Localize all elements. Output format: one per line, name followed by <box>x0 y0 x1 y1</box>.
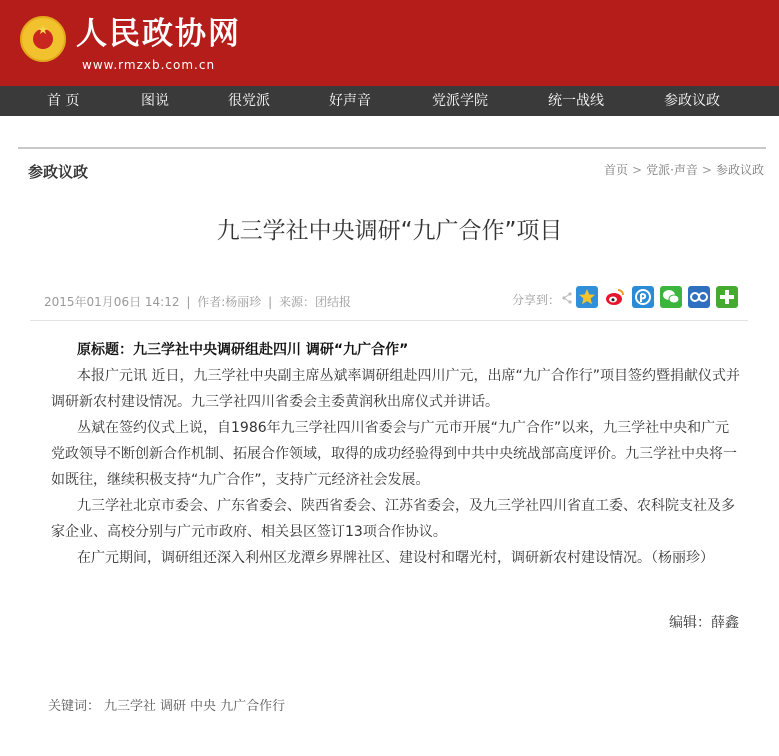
breadcrumb <box>604 161 764 178</box>
column-title: 参政议政 <box>28 163 89 181</box>
article-lead: 原标题：九三学社中央调研组赴四川 调研“九广合作” <box>77 342 409 358</box>
nav-item-voices[interactable]: 好声音 <box>329 93 371 109</box>
breadcrumb-separator: > <box>632 163 643 177</box>
renren-share-icon[interactable] <box>688 286 710 308</box>
article-source: 来源：团结报 <box>278 295 351 309</box>
share-label: 分享到： <box>512 293 561 307</box>
keyword-link[interactable]: 九广合作行 <box>220 699 286 714</box>
meta-separator: | <box>186 295 191 309</box>
article-editor: 编辑：薛鑫 <box>669 615 739 631</box>
article-title: 九三学社中央调研“九广合作”项目 <box>216 218 563 244</box>
keywords-label: 关键词： <box>48 699 101 714</box>
qzone-share-icon[interactable] <box>576 286 598 308</box>
nav-item-united-front[interactable]: 统一战线 <box>548 93 604 109</box>
breadcrumb-party-voices[interactable]: 党派·声音 <box>646 163 698 177</box>
article-meta <box>44 293 351 310</box>
article-paragraph: 丛斌在签约仪式上说，自1986年九三学社四川省委会与广元市开展“九广合作”以来，九三学社中央和广元党政领导不断创新合作机制、拓展合作领域，取得的成功经验得到中共中央统战部高度评价。九三学社中央将一如既往，继续积极支持“九广合作”，支持广元经济社会发展。 <box>51 420 737 488</box>
keyword-link[interactable]: 九三学社 <box>104 699 157 714</box>
column-header <box>18 147 766 192</box>
nav-item-party-academy[interactable]: 党派学院 <box>432 93 488 109</box>
article-body <box>51 337 741 571</box>
wechat-share-icon[interactable] <box>660 286 682 308</box>
main-nav <box>0 86 779 116</box>
nav-item-home[interactable]: 首 页 <box>47 93 80 109</box>
breadcrumb-separator: > <box>701 163 712 177</box>
tencent-weibo-share-icon[interactable] <box>632 286 654 308</box>
article-paragraph: 本报广元讯 近日，九三学社中央副主席丛斌率调研组赴四川广元，出席“九广合作行”项目签约暨捐献仪式并调研新农村建设情况。九三学社四川省委会主委黄润秋出席仪式并讲话。 <box>51 368 740 410</box>
article-paragraph: 九三学社北京市委会、广东省委会、陕西省委会、江苏省委会，及九三学社四川省直工委、农科院支社及多家企业、高校分别与广元市政府、相关县区签订13项合作协议。 <box>51 498 735 540</box>
breadcrumb-home[interactable]: 首页 <box>604 163 629 177</box>
site-url: www.rmzxb.com.cn <box>82 58 216 72</box>
article-keywords <box>48 695 289 714</box>
keyword-link[interactable]: 调研 <box>160 699 187 714</box>
emblem-star-icon: ★ <box>37 23 49 38</box>
article-paragraph: 在广元期间，调研组还深入利州区龙潭乡界牌社区、建设村和曙光村，调研新农村建设情况。（杨丽珍） <box>77 550 714 566</box>
keyword-link[interactable]: 中央 <box>190 699 217 714</box>
breadcrumb-current[interactable]: 参政议政 <box>715 163 764 177</box>
nav-item-participation[interactable]: 参政议政 <box>664 93 720 109</box>
share-icon <box>562 292 572 304</box>
meta-divider <box>30 320 748 321</box>
more-share-icon[interactable] <box>716 286 738 308</box>
weibo-share-icon[interactable] <box>604 286 626 308</box>
site-header <box>0 0 779 86</box>
site-logo-text[interactable]: 人民政协网 <box>76 16 241 52</box>
nav-item-photos[interactable]: 图说 <box>141 93 169 109</box>
meta-separator: | <box>268 295 273 309</box>
nav-item-parties[interactable]: 很党派 <box>228 93 270 109</box>
article-author: 作者:杨丽珍 <box>197 295 262 309</box>
cppcc-emblem-logo-icon[interactable] <box>20 16 66 62</box>
article-datetime: 2015年01月06日 14:12 <box>44 295 180 309</box>
